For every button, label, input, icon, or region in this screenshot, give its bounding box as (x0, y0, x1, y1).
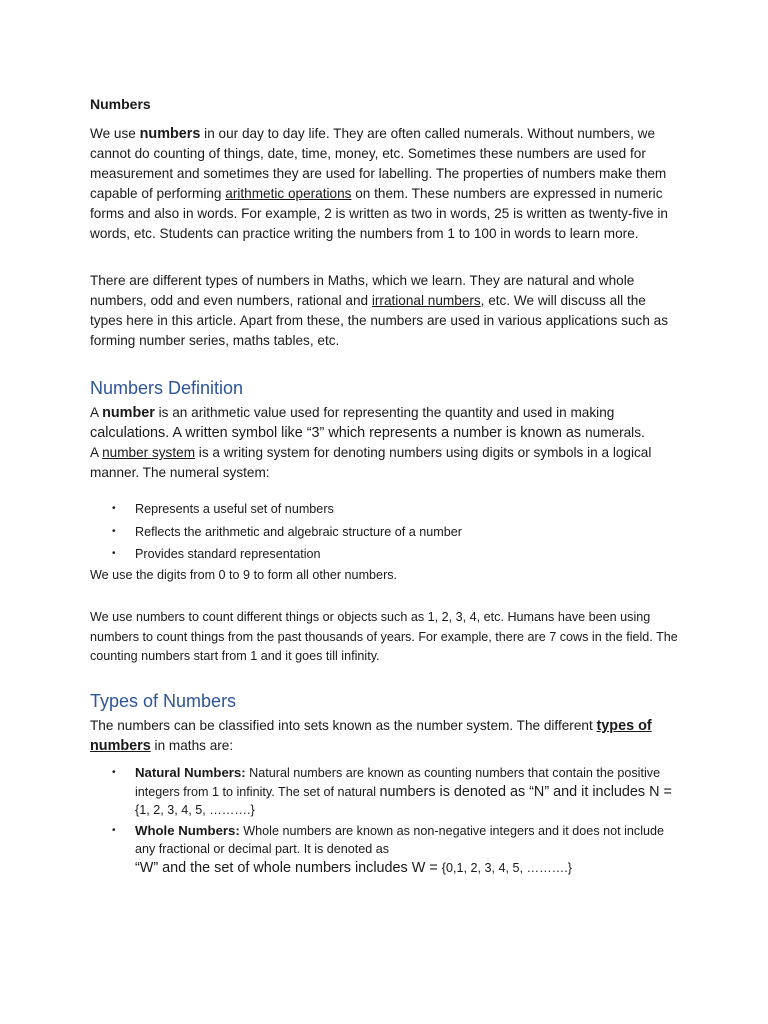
text-run: Natural numbers are known as counting numbers that contain the positive integers from 1 to infinity. The set of natural (135, 766, 661, 799)
text-run: A (90, 445, 103, 460)
list-item: • Represents a useful set of numbers (90, 498, 680, 521)
text-run: , etc. We will discuss all the types here in this article. Apart from these, the numbers are used in various applications such as forming number series, maths tables, etc. (90, 293, 669, 348)
text-run: {1, 2, 3, 4, 5, ……….} (135, 803, 255, 817)
text-run: We use (90, 126, 140, 141)
text-run: The numbers can be classified into sets known as the number system. The different (90, 718, 597, 733)
text-run: calculations. A written symbol like “3” which represents a number is known as (90, 425, 586, 441)
text-run: Whole numbers are known as non-negative integers and it does not include any fractional or decimal part. It is denoted as (135, 823, 665, 856)
bold-term-numbers: numbers (139, 126, 201, 142)
heading-types-of-numbers: Types of Numbers (90, 691, 237, 711)
text-run: A (90, 405, 103, 420)
page-title: Numbers (90, 96, 151, 112)
term-natural-numbers: Natural Numbers: (135, 765, 246, 780)
link-irrational-numbers[interactable]: irrational numbers (371, 293, 481, 308)
counting-paragraph: We use numbers to count different things or objects such as 1, 2, 3, 4, etc. Humans have been using numbers to count things from the past thousands of years. For example, there are 7 cows in the field. The counting numbers start from 1 and it goes till infinity. (90, 610, 678, 663)
text-run: in maths are: (150, 738, 234, 753)
definition-paragraph (90, 403, 680, 483)
list-item: • Reflects the arithmetic and algebraic structure of a number (90, 521, 680, 544)
text-run: on them. These numbers are expressed in numeric forms and also in words. For example, 2 is written as two in words, 25 is written as twenty-five in words, etc. Students can practice writing the numbers from 1 to 100 in words to learn more. (90, 186, 668, 241)
intro-paragraph-2 (90, 271, 680, 351)
types-intro-paragraph (90, 716, 680, 756)
list-item-whole-numbers (90, 822, 680, 878)
term-whole-numbers: Whole Numbers: (135, 822, 240, 838)
link-number-system[interactable]: number system (102, 445, 196, 460)
text-run: numbers is denoted as “N” and it includes N = (379, 783, 672, 800)
text-run: is a writing system for denoting numbers using digits or symbols in a logical manner. The numeral system: (90, 445, 652, 480)
link-types-of-numbers[interactable]: types of numbers (90, 718, 652, 754)
intro-paragraph-1 (90, 124, 680, 244)
list-item: • Provides standard representation (90, 543, 680, 566)
text-run: is an arithmetic value used for representing the quantity and used in making (154, 405, 615, 420)
text-run: numerals. (585, 425, 645, 440)
numeral-system-list (90, 498, 680, 566)
types-list (90, 764, 680, 879)
digits-line: We use the digits from 0 to 9 to form all other numbers. (90, 568, 398, 582)
text-run: {0,1, 2, 3, 4, 5, ……….} (441, 860, 572, 875)
link-arithmetic-operations[interactable]: arithmetic operations (225, 186, 352, 201)
list-item-natural-numbers (90, 764, 680, 820)
text-run: “W” and the set of whole numbers includes W = (135, 859, 442, 876)
bold-term-number: number (102, 405, 155, 421)
heading-numbers-definition: Numbers Definition (90, 378, 244, 398)
text-run: There are different types of numbers in Maths, which we learn. They are natural and whole numbers, odd and even numbers, rational and (90, 273, 635, 308)
text-run: in our day to day life. They are often called numerals. Without numbers, we cannot do counting of things, date, time, money, etc. Sometimes these numbers are used for measurement and sometimes they are used for labelling. The properties of numbers make them capable of performing (90, 126, 667, 201)
